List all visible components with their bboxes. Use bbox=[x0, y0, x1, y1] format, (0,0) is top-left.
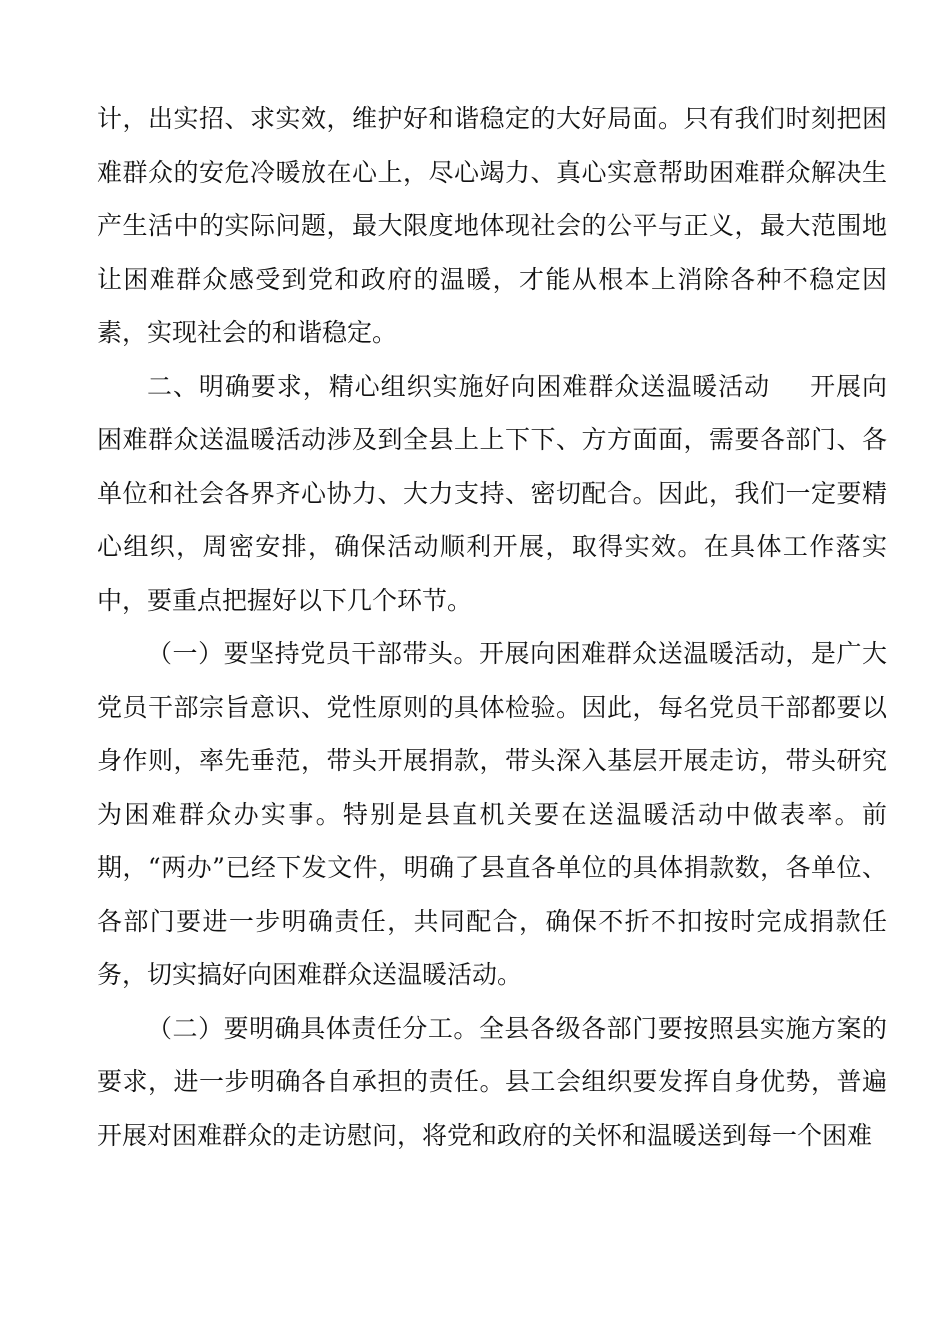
paragraph-text: （二）要明确具体责任分工。全县各级各部门要按照县实施方案的要求，进一步明确各自承担的责任。县工会组织要发挥自身优势，普遍开展对困难群众的走访慰问，将党和政府的关怀和温暖送到每一个困难 bbox=[97, 1013, 887, 1150]
paragraph-text: 开展向困难群众送温暖活动涉及到全县上上下下、方方面面，需要各部门、各单位和社会各界齐心协力、大力支持、密切配合。因此，我们一定要精心组织，周密安排，确保活动顺利开展，取得实效。在具体工作落实中，要重点把握好以下几个环节。 bbox=[97, 371, 887, 615]
paragraph-continuation bbox=[97, 92, 887, 360]
paragraph-text: （一）要坚持党员干部带头。开展向困难群众送温暖活动，是广大党员干部宗旨意识、党性原则的具体检验。因此，每名党员干部都要以身作则，率先垂范，带头开展捐款，带头深入基层开展走访，带头研究为困难群众办实事。特别是县直机关要在送温暖活动中做表率。前期，“两办”已经下发文件，明确了县直各单位的具体捐款数，各单位、各部门要进一步明确责任，共同配合，确保不折不扣按时完成捐款任务，切实搞好向困难群众送温暖活动。 bbox=[97, 639, 887, 989]
paragraph-section-two bbox=[97, 360, 887, 628]
section-heading: 二、明确要求，精心组织实施好向困难群众送温暖活动 bbox=[147, 371, 771, 401]
paragraph-item-two bbox=[97, 1002, 887, 1163]
paragraph-text: 计，出实招、求实效，维护好和谐稳定的大好局面。只有我们时刻把困难群众的安危冷暖放在心上，尽心竭力、真心实意帮助困难群众解决生产生活中的实际问题，最大限度地体现社会的公平与正义，最大范围地让困难群众感受到党和政府的温暖，才能从根本上消除各种不稳定因素，实现社会的和谐稳定。 bbox=[97, 104, 887, 347]
paragraph-item-one bbox=[97, 627, 887, 1002]
document-body bbox=[97, 92, 887, 1162]
